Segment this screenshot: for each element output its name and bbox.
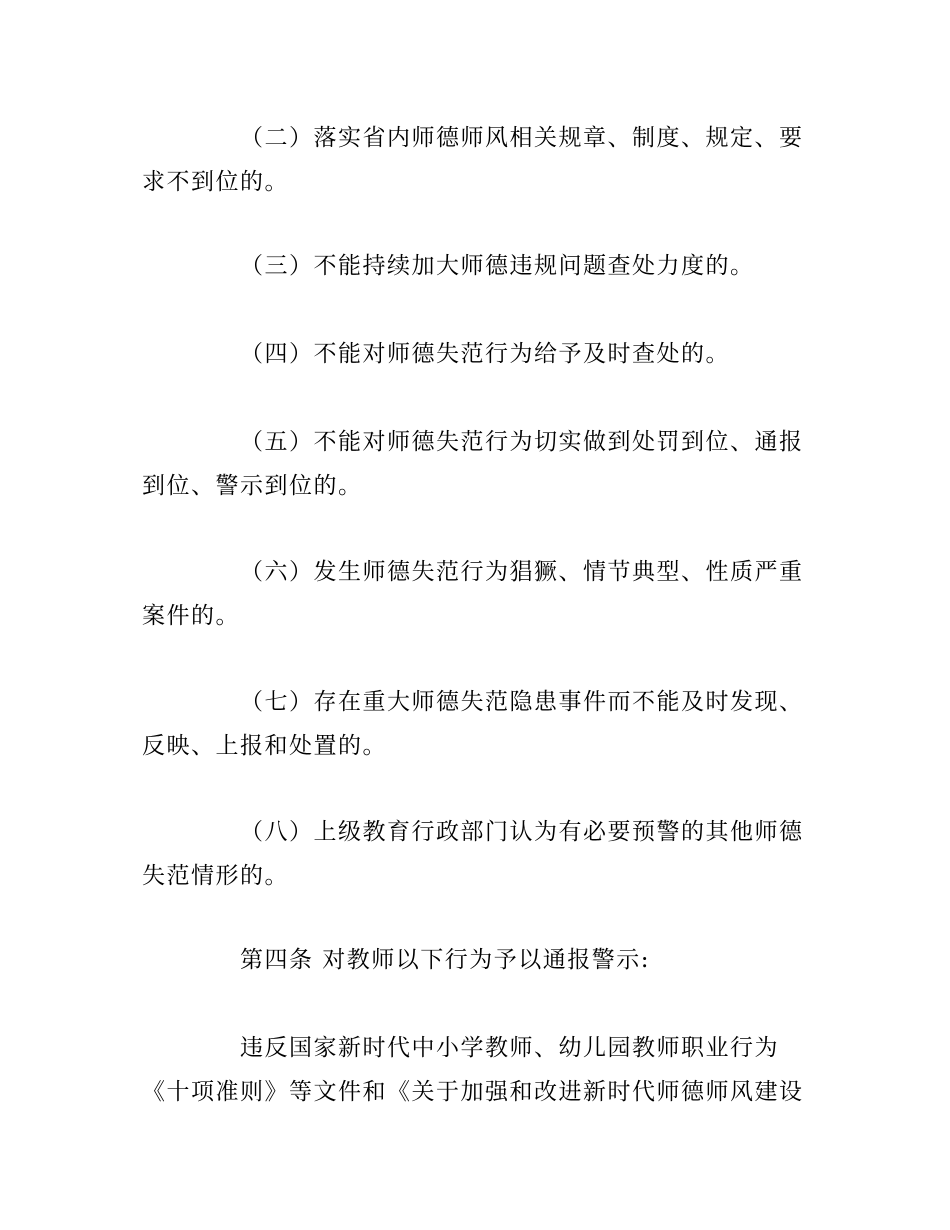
paragraph-item-3: （三）不能持续加大师德违规问题查处力度的。 (240, 253, 755, 279)
paragraph-item-8: （八）上级教育行政部门认为有必要预警的其他师德失范情形的。 (142, 819, 804, 889)
paragraph-item-2: （二）落实省内师德师风相关规章、制度、规定、要求不到位的。 (142, 125, 804, 195)
article-4-body: 违反国家新时代中小学教师、幼儿园教师职业行为《十项准则》等文件和《关于加强和改进新时代师德师风建设 (142, 1035, 804, 1105)
paragraph-item-7: （七）存在重大师德失范隐患事件而不能及时发现、反映、上报和处置的。 (142, 689, 804, 759)
paragraph-item-6: （六）发生师德失范行为猖獗、情节典型、性质严重案件的。 (142, 559, 804, 629)
paragraph-item-5: （五）不能对师德失范行为切实做到处罚到位、通报到位、警示到位的。 (142, 429, 804, 499)
paragraph-item-4: （四）不能对师德失范行为给予及时查处的。 (240, 341, 730, 367)
article-4-heading: 第四条 对教师以下行为予以通报警示: (240, 947, 651, 973)
